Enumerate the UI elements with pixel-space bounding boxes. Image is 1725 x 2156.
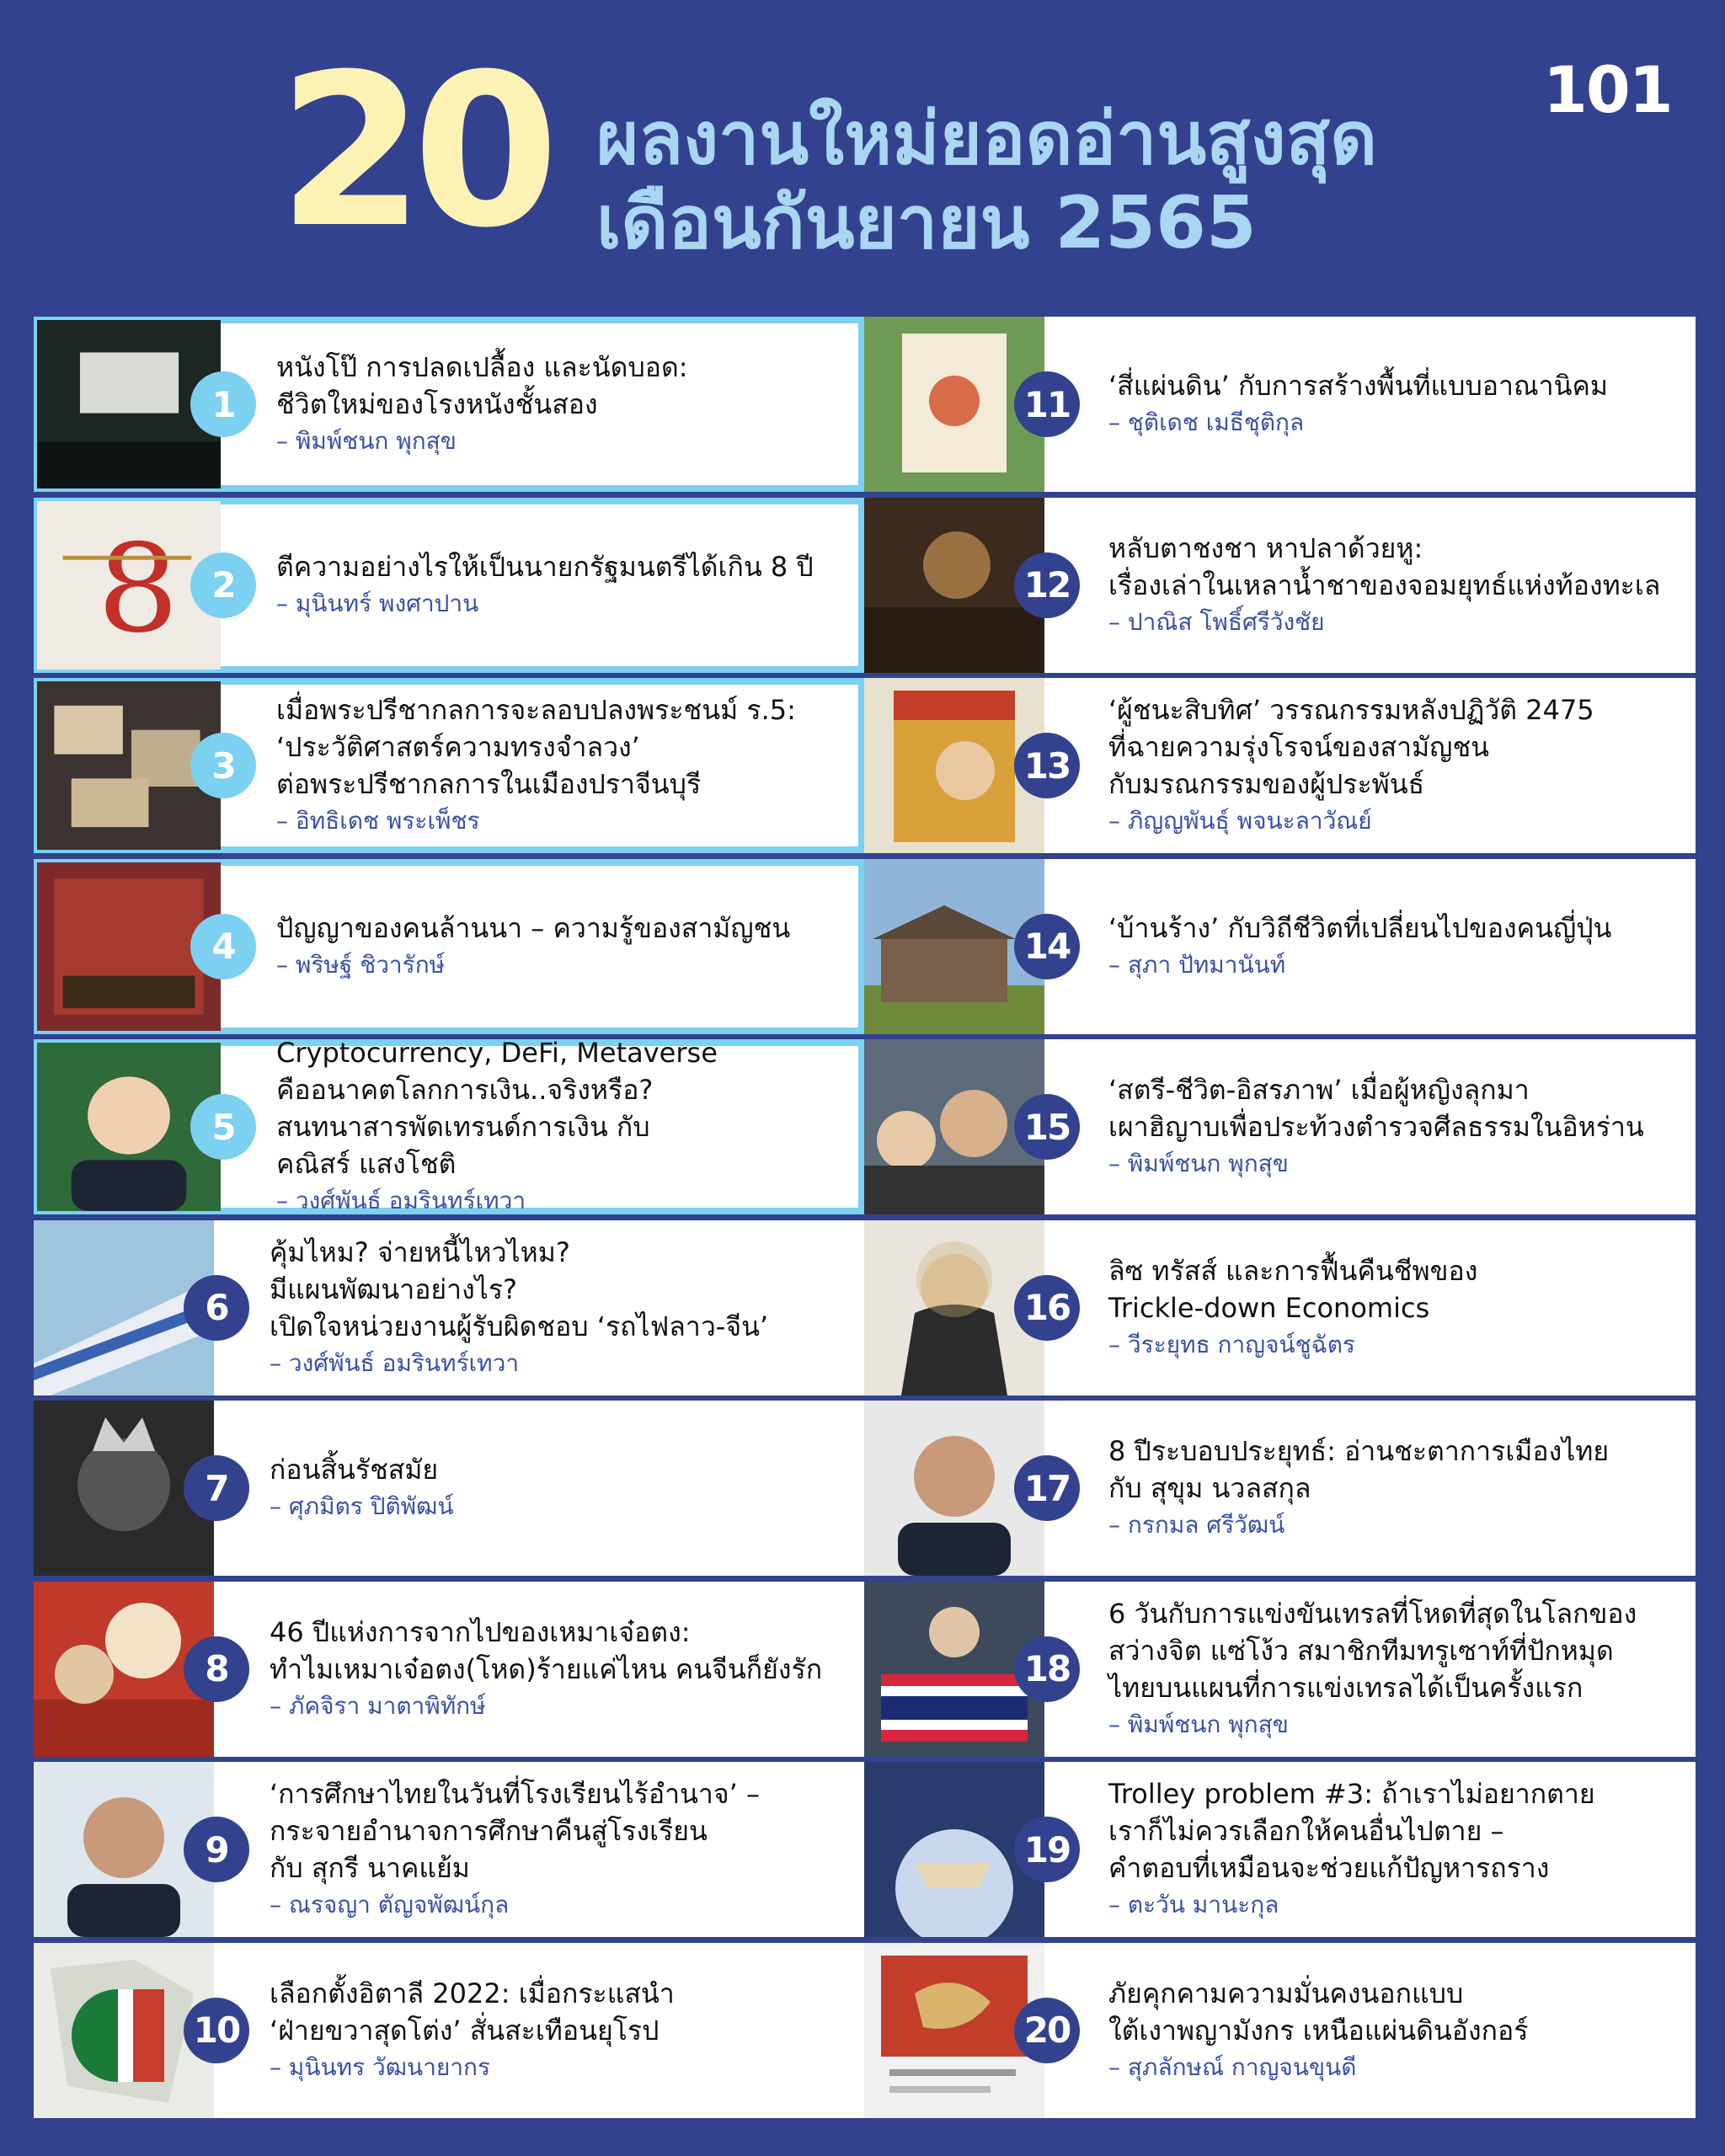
article-text <box>276 685 838 846</box>
page-title-line-2: เดือนกันยายน 2565 <box>596 181 1257 265</box>
article-text <box>1108 317 1675 492</box>
article-card-13[interactable] <box>864 678 1696 853</box>
article-text <box>1108 1762 1675 1937</box>
article-text <box>1108 859 1675 1034</box>
article-title[interactable]: ปัญญาของคนล้านนา – ความรู้ของสามัญชน <box>276 911 791 944</box>
article-title[interactable]: ลิซ ทรัสส์ และการฟื้นคืนชีพของ Trickle-down Economics <box>1108 1254 1478 1324</box>
article-card-17[interactable] <box>864 1401 1696 1576</box>
article-title[interactable]: ภัยคุกคามความมั่นคงนอกแบบ ใต้เงาพญามังกร เหนือแผ่นดินอังกอร์ <box>1108 1977 1529 2047</box>
article-text <box>1108 1220 1675 1396</box>
article-text <box>270 1943 845 2118</box>
article-card-14[interactable] <box>864 859 1696 1034</box>
article-author: – วงศ์พันธ์ อมรินทร์เทวา <box>276 1187 526 1214</box>
article-title[interactable]: Trolley problem #3: ถ้าเราไม่อยากตาย เราก็ไม่ควรเลือกให้คนอื่นไปตาย – คำตอบที่เหมือนจะช่วยแก้ปัญหารถราง <box>1108 1778 1595 1884</box>
article-title[interactable]: ‘บ้านร้าง’ กับวิถีชีวิตที่เปลี่ยนไปของคนญี่ปุ่น <box>1108 911 1612 944</box>
article-card-19[interactable] <box>864 1762 1696 1937</box>
article-card-8[interactable] <box>34 1582 865 1757</box>
article-text <box>270 1220 845 1396</box>
rank-badge: 8 <box>184 1636 249 1702</box>
article-card-18[interactable] <box>864 1582 1696 1757</box>
rank-badge: 12 <box>1014 552 1080 618</box>
rank-badge: 3 <box>190 733 256 798</box>
article-text <box>1108 498 1675 673</box>
brand-logo-101: 101 <box>1543 52 1672 127</box>
article-text <box>270 1582 845 1757</box>
rank-badge: 9 <box>184 1817 249 1882</box>
article-author: – ภิญญพันธุ์ พจนะลาวัณย์ <box>1108 807 1372 835</box>
article-author: – ปาณิส โพธิ์ศรีวังชัย <box>1108 607 1325 636</box>
article-title[interactable]: ‘สตรี-ชีวิต-อิสรภาพ’ เมื่อผู้หญิงลุกมา เผาฮิญาบเพื่อประท้วงตำรวจศีลธรรมในอิหร่าน <box>1108 1074 1644 1143</box>
article-text <box>1108 1582 1675 1757</box>
rank-badge: 18 <box>1014 1636 1080 1702</box>
article-text <box>276 866 838 1027</box>
rank-badge: 2 <box>190 552 256 618</box>
article-author: – มุนินทร วัฒนายากร <box>270 2052 491 2081</box>
rank-badge: 16 <box>1014 1275 1080 1341</box>
article-card-16[interactable] <box>864 1220 1696 1396</box>
big-number-20: 20 <box>278 29 547 274</box>
article-card-15[interactable] <box>864 1039 1696 1214</box>
article-author: – ภัคจิรา มาตาพิทักษ์ <box>270 1691 486 1720</box>
article-text <box>1108 1943 1675 2118</box>
article-text <box>270 1762 845 1937</box>
article-title[interactable]: ‘การศึกษาไทยในวันที่โรงเรียนไร้อำนาจ’ – กระจายอำนาจการศึกษาคืนสู่โรงเรียน กับ สุกรี นาคแย้ม <box>270 1778 760 1884</box>
article-title[interactable]: เลือกตั้งอิตาลี 2022: เมื่อกระแสนำ ‘ฝ่ายขวาสุดโต่ง’ สั่นสะเทือนยุโรป <box>270 1977 675 2047</box>
article-author: – พริษฐ์ ชิวารักษ์ <box>276 950 446 979</box>
article-card-11[interactable] <box>864 317 1696 492</box>
article-author: – ชุติเดช เมธีชุติกุล <box>1108 408 1305 436</box>
rank-badge: 13 <box>1014 733 1080 798</box>
article-author: – ณรจญา ตัญจพัฒน์กุล <box>270 1891 510 1919</box>
article-text <box>270 1401 845 1576</box>
article-title[interactable]: คุ้มไหม? จ่ายหนี้ไหวไหม? มีแผนพัฒนาอย่างไร? เปิดใจหน่วยงานผู้รับผิดชอบ ‘รถไฟลาว-จีน’ <box>270 1235 769 1342</box>
article-card-10[interactable] <box>34 1943 865 2118</box>
rank-badge: 14 <box>1014 914 1080 979</box>
article-title[interactable]: ตีความอย่างไรให้เป็นนายกรัฐมนตรีได้เกิน 8 ปี <box>276 550 814 583</box>
article-author: – ศุภมิตร ปิติพัฒน์ <box>270 1492 454 1520</box>
article-author: – กรกมล ศรีวัฒน์ <box>1108 1511 1285 1539</box>
article-card-7[interactable] <box>34 1401 865 1576</box>
rank-badge: 20 <box>1014 1998 1080 2063</box>
article-card-5[interactable] <box>34 1039 865 1214</box>
rank-badge: 19 <box>1014 1817 1080 1882</box>
article-author: – พิมพ์ชนก พุกสุข <box>1108 1710 1289 1738</box>
article-card-9[interactable] <box>34 1762 865 1937</box>
article-title[interactable]: 6 วันกับการแข่งขันเทรลที่โหดที่สุดในโลกของ สว่างจิต แซ่โง้ว สมาชิกทีมทรูเซาท์ที่ปักหมุด ไทยบนแผนที่การแข่งเทรลได้เป็นครั้งแรก <box>1108 1597 1637 1704</box>
rank-badge: 11 <box>1014 371 1080 437</box>
article-text <box>276 323 838 485</box>
article-title[interactable]: ‘ผู้ชนะสิบทิศ’ วรรณกรรมหลังปฏิวัติ 2475 ที่ฉายความรุ่งโรจน์ของสามัญชน กับมรณกรรมของผู้ประพันธ์ <box>1108 694 1594 800</box>
article-author: – สุภลักษณ์ กาญจนขุนดี <box>1108 2052 1357 2081</box>
article-text <box>1108 1401 1675 1576</box>
article-title[interactable]: ‘สี่แผ่นดิน’ กับการสร้างพื้นที่แบบอาณานิคม <box>1108 370 1609 402</box>
article-card-1[interactable] <box>34 317 865 492</box>
rank-badge: 15 <box>1014 1094 1080 1160</box>
rank-badge: 4 <box>190 914 256 979</box>
article-author: – พิมพ์ชนก พุกสุข <box>276 427 457 455</box>
article-card-6[interactable] <box>34 1220 865 1396</box>
article-author: – วงศ์พันธ์ อมรินทร์เทวา <box>270 1348 520 1377</box>
article-card-2[interactable] <box>34 498 865 673</box>
rank-badge: 17 <box>1014 1455 1080 1521</box>
article-card-12[interactable] <box>864 498 1696 673</box>
article-author: – พิมพ์ชนก พุกสุข <box>1108 1150 1289 1177</box>
article-title[interactable]: หลับตาชงชา หาปลาด้วยหู: เรื่องเล่าในเหลาน้ำชาของจอมยุทธ์แห่งท้องทะเล <box>1108 531 1661 601</box>
article-card-3[interactable] <box>34 678 865 853</box>
article-text <box>1108 678 1675 853</box>
article-title[interactable]: 8 ปีระบอบประยุทธ์: อ่านชะตาการเมืองไทย กับ สุขุม นวลสกุล <box>1108 1435 1610 1504</box>
article-author: – อิทธิเดช พระเพ็ชร <box>276 807 480 835</box>
article-title[interactable]: หนังโป๊ การปลดเปลื้อง และนัดบอด: ชีวิตใหม่ของโรงหนังชั้นสอง <box>276 351 688 420</box>
article-title[interactable]: Cryptocurrency, DeFi, Metaverse คืออนาคตโลกการเงิน..จริงหรือ? สนทนาสารพัดเทรนด์การเงิน กับ คณิสร์ แสงโชติ <box>276 1037 718 1180</box>
article-text <box>276 504 838 666</box>
page-title-line-1: ผลงานใหม่ยอดอ่านสูงสุด <box>596 97 1377 181</box>
rank-badge: 1 <box>190 371 256 437</box>
article-card-4[interactable] <box>34 859 865 1034</box>
rank-badge: 7 <box>184 1455 249 1521</box>
article-author: – มุนินทร์ พงศาปาน <box>276 589 479 617</box>
article-title[interactable]: เมื่อพระปรีชากลการจะลอบปลงพระชนม์ ร.5: ‘ประวัติศาสตร์ความทรงจำลวง’ ต่อพระปรีชากลการในเมืองปราจีนบุรี <box>276 694 796 800</box>
svg-text:8: 8 <box>97 518 179 660</box>
article-author: – วีระยุทธ กาญจน์ชูฉัตร <box>1108 1330 1355 1358</box>
article-text <box>276 1037 838 1214</box>
article-title[interactable]: ก่อนสิ้นรัชสมัย <box>270 1454 439 1486</box>
article-card-20[interactable] <box>864 1943 1696 2118</box>
rank-badge: 10 <box>184 1998 249 2063</box>
article-text <box>1108 1039 1675 1214</box>
rank-badge: 5 <box>190 1094 256 1160</box>
article-author: – สุภา ปัทมานันท์ <box>1108 950 1286 979</box>
rank-badge: 6 <box>184 1275 249 1341</box>
article-title[interactable]: 46 ปีแห่งการจากไปของเหมาเจ๋อตง: ทำไมเหมาเจ๋อตง(โหด)ร้ายแค่ไหน คนจีนก็ยังรัก <box>270 1615 823 1685</box>
article-author: – ตะวัน มานะกุล <box>1108 1891 1279 1919</box>
